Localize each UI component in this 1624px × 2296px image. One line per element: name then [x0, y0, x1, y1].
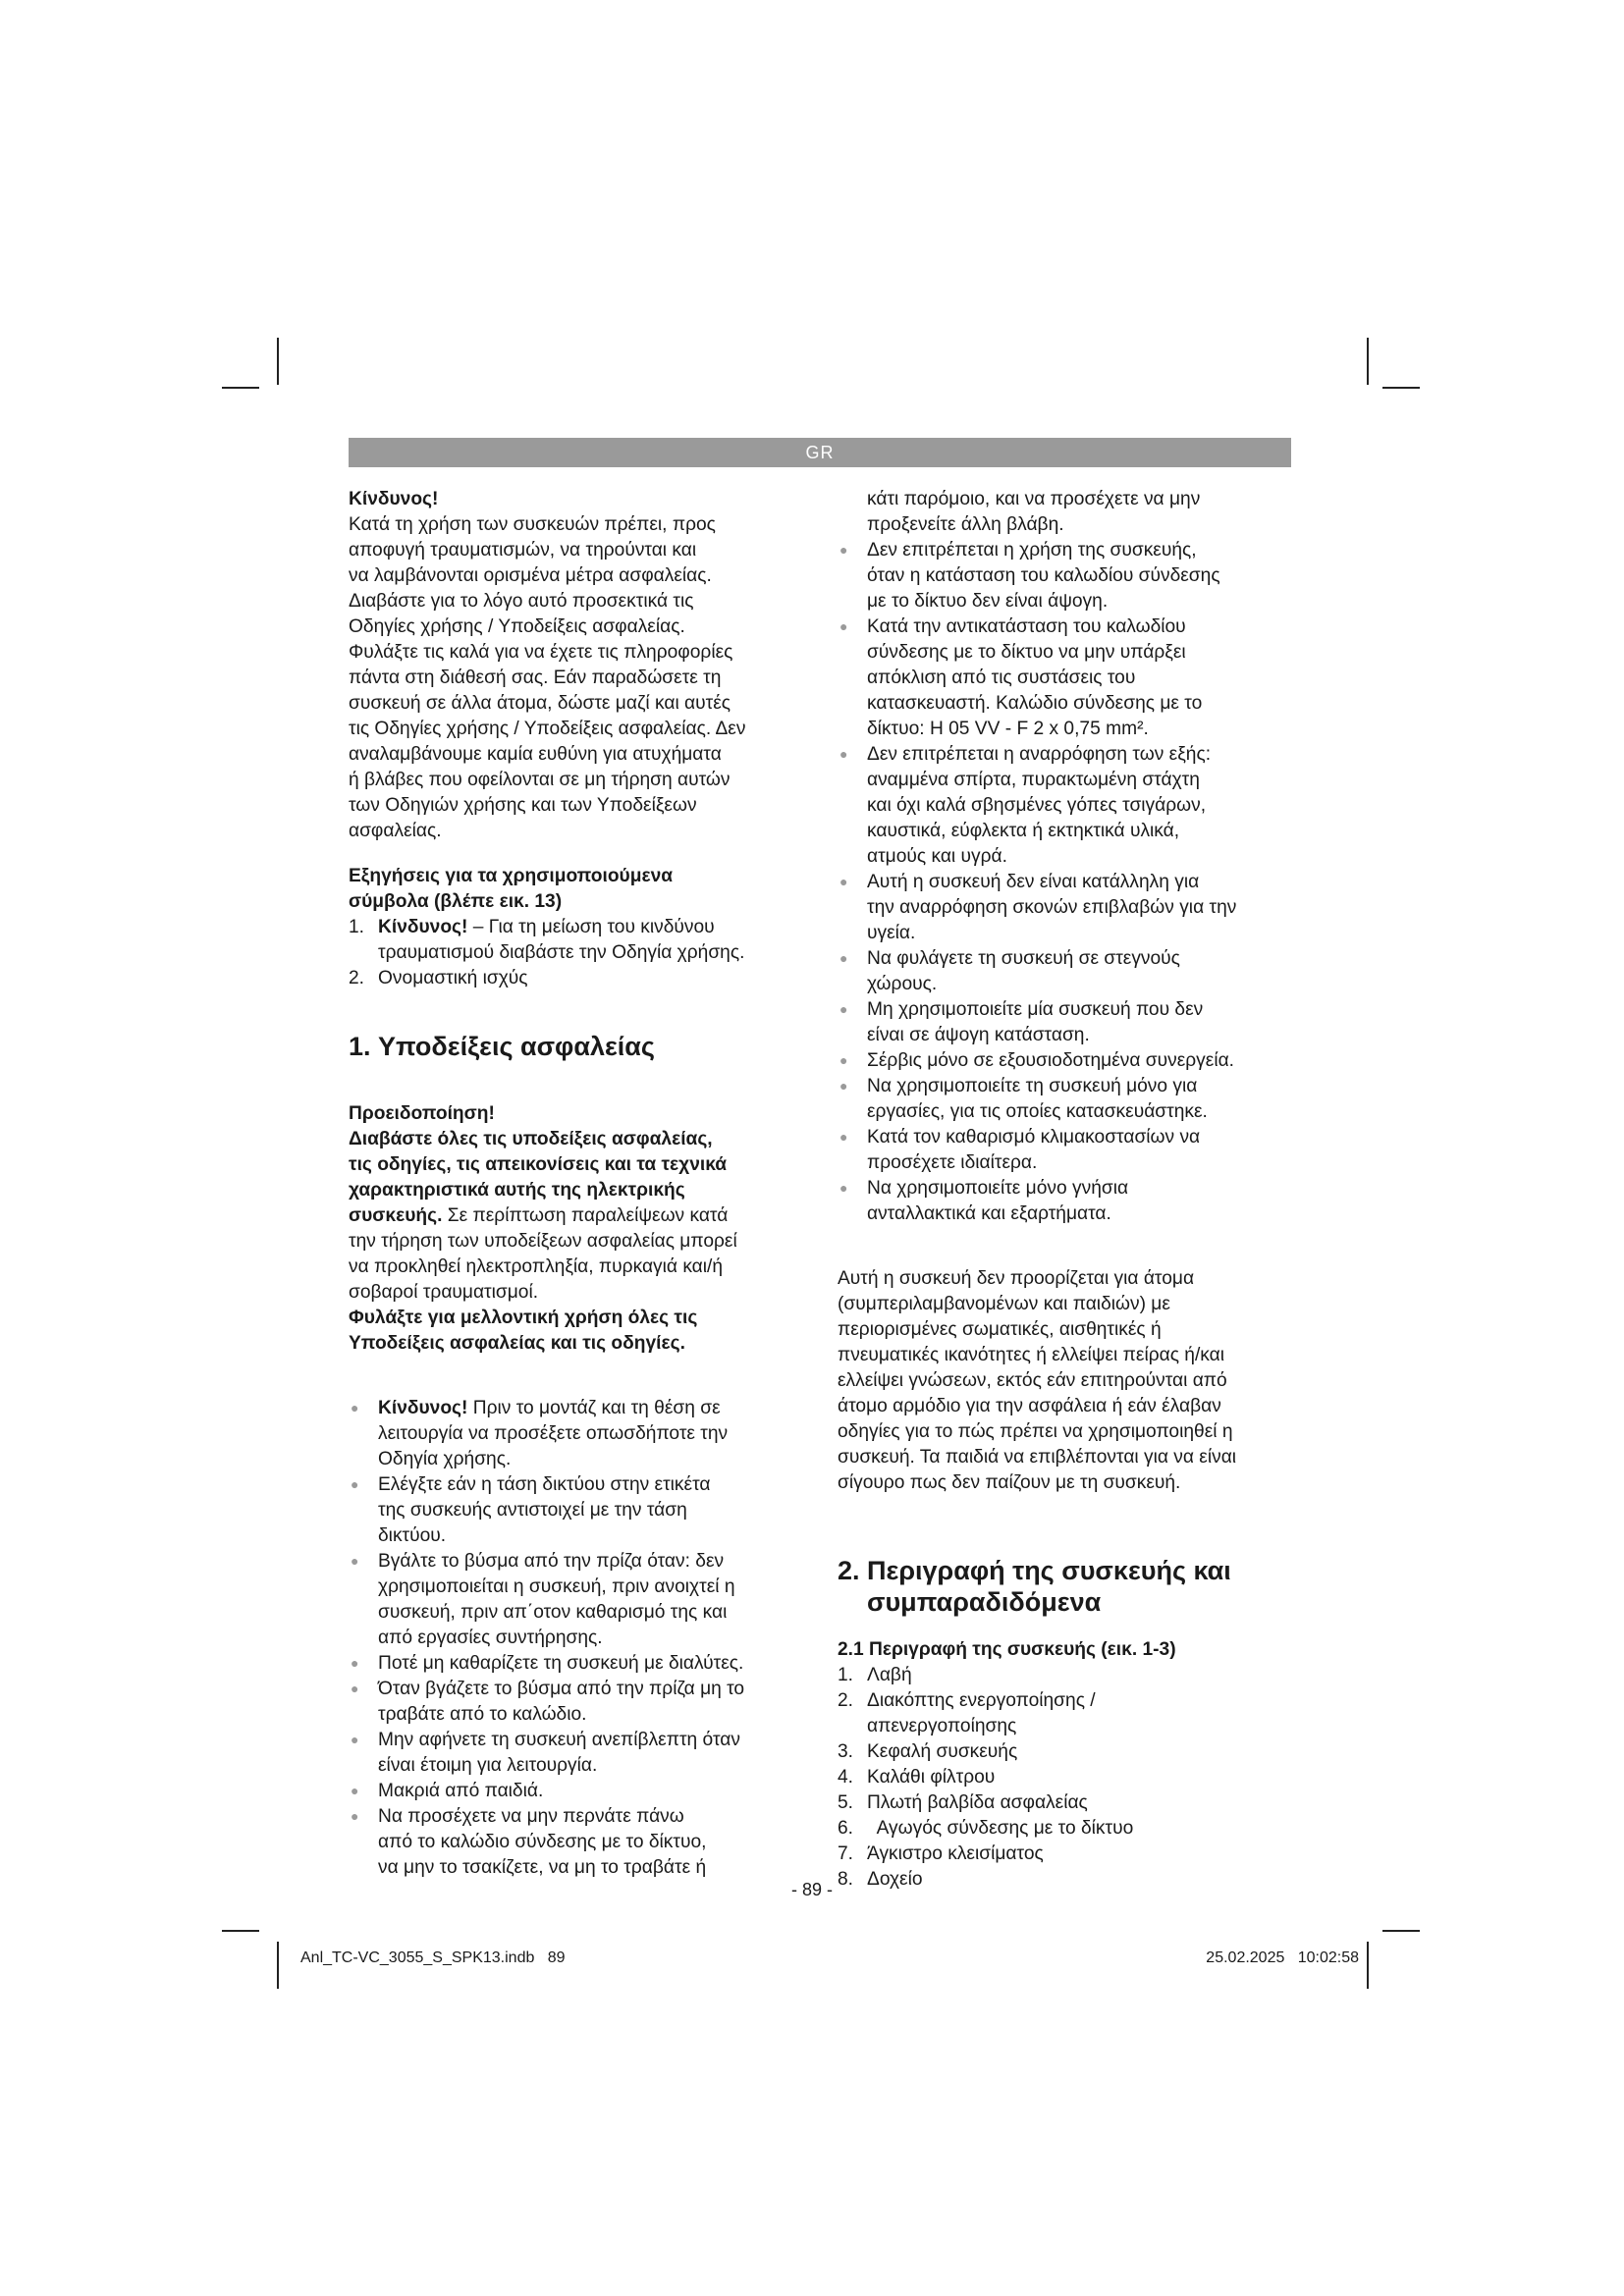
section-number: 1.	[349, 1032, 371, 1061]
bullet-text: Μην αφήνετε τη συσκευή ανεπίβλεπτη όταν	[378, 1730, 740, 1750]
text-line: περιορισμένες σωματικές, αισθητικές ή	[838, 1319, 1162, 1340]
list-number: 1.	[349, 917, 365, 937]
bullet-text: Μη χρησιμοποιείτε μία συσκευή που δεν	[867, 999, 1204, 1020]
bullet-text: Να χρησιμοποιείτε τη συσκευή μόνο για	[867, 1076, 1198, 1096]
bullet-item	[349, 1651, 822, 1677]
bullet-text: Αυτή η συσκευή δεν είναι κατάλληλη για	[867, 872, 1200, 892]
safety-bullets-right	[838, 487, 1311, 1227]
text-line: ή βλάβες που οφείλονται σε μη τήρηση αυτών	[349, 770, 731, 790]
subsection-2-1-title: 2.1 Περιγραφή της συσκευής (εικ. 1-3)	[838, 1639, 1176, 1660]
text-line: συσκευή σε άλλα άτομα, δώστε μαζί και αυτές	[349, 693, 731, 714]
crop-mark	[277, 338, 279, 385]
list-item	[838, 1790, 1311, 1816]
list-item	[349, 966, 822, 991]
danger-paragraph	[349, 512, 822, 844]
bullet-item	[349, 1677, 822, 1728]
symbols-title: σύμβολα (βλέπε εικ. 13)	[349, 891, 563, 912]
bullet-item-continued	[838, 487, 1311, 538]
keep-instructions-line: Φυλάξτε για μελλοντική χρήση όλες τις	[349, 1308, 698, 1328]
page-number: - 89 -	[790, 1880, 833, 1899]
list-text: Δοχείο	[867, 1869, 923, 1890]
bullet-text: ανταλλακτικά και εξαρτήματα.	[867, 1203, 1111, 1224]
bullet-text: τραβάτε από το καλώδιο.	[378, 1704, 587, 1725]
bullet-item	[349, 1549, 822, 1651]
bullet-text: Δεν επιτρέπεται η χρήση της συσκευής,	[867, 540, 1197, 561]
bullet-item	[838, 870, 1311, 946]
bullet-text: προξενείτε άλλη βλάβη.	[867, 514, 1064, 535]
list-text: Ονομαστική ισχύς	[378, 968, 528, 988]
bullet-text: αναμμένα σπίρτα, πυρακτωμένη στάχτη	[867, 770, 1200, 790]
text-line: Διαβάστε για το λόγο αυτό προσεκτικά τις	[349, 591, 694, 612]
bullet-item	[838, 1125, 1311, 1176]
bullet-text: προσέχετε ιδιαίτερα.	[867, 1152, 1038, 1173]
language-header-bar: GR	[349, 438, 1291, 467]
footer-timestamp: 25.02.2025 10:02:58	[1206, 1949, 1359, 1966]
text-line: Κατά τη χρήση των συσκευών πρέπει, προς	[349, 514, 716, 535]
warning-bold-line: τις οδηγίες, τις απεικονίσεις και τα τεχνικά	[349, 1154, 728, 1175]
list-item	[838, 1739, 1311, 1765]
list-text: – Για τη μείωση του κινδύνου	[467, 917, 715, 937]
text-line: Φυλάξτε τις καλά για να έχετε τις πληροφορίες	[349, 642, 733, 663]
bullet-text: Οδηγία χρήσης.	[378, 1449, 512, 1469]
section-2-heading	[838, 1555, 1311, 1618]
text-line: άτομο αρμόδιο για την ασφάλεια ή εάν έλαβαν	[838, 1396, 1221, 1416]
list-item	[838, 1842, 1311, 1867]
section-title: συμπαραδιδόμενα	[867, 1587, 1102, 1617]
text-line: (συμπεριλαμβανομένων και παιδιών) με	[838, 1294, 1170, 1314]
list-item	[349, 915, 822, 966]
warning-bold-line: χαρακτηριστικά αυτής της ηλεκτρικής	[349, 1180, 685, 1201]
text-line: σίγουρο πως δεν παίζουν με τη συσκευή.	[838, 1472, 1181, 1493]
list-number: 1.	[838, 1665, 854, 1685]
crop-mark	[222, 1930, 259, 1932]
list-number: 3.	[838, 1741, 854, 1762]
bullet-text: από το καλώδιο σύνδεσης με το δίκτυο,	[378, 1832, 707, 1852]
crop-mark	[222, 387, 259, 389]
section-title: Υποδείξεις ασφαλείας	[378, 1032, 655, 1061]
bullet-text: σύνδεσης με το δίκτυο να μην υπάρξει	[867, 642, 1186, 663]
text-line: να λαμβάνονται ορισμένα μέτρα ασφαλείας.	[349, 565, 712, 586]
bullet-text: με το δίκτυο δεν είναι άψογη.	[867, 591, 1109, 612]
keep-instructions-line: Υποδείξεις ασφαλείας και τις οδηγίες.	[349, 1333, 685, 1354]
text-line: Οδηγίες χρήσης / Υποδείξεις ασφαλείας.	[349, 616, 685, 637]
bullet-text: υγεία.	[867, 923, 916, 943]
bullet-item	[838, 946, 1311, 997]
bullet-text: Όταν βγάζετε το βύσμα από την πρίζα μη το	[378, 1679, 745, 1699]
bullet-text: απόκλιση από τις συστάσεις του	[867, 667, 1136, 688]
bullet-item	[349, 1779, 822, 1804]
bullet-text: την αναρρόφηση σκονών επιβλαβών για την	[867, 897, 1237, 918]
text-line: οδηγίες για το πώς πρέπει να χρησιμοποιηθεί η	[838, 1421, 1233, 1442]
bullet-text: Μακριά από παιδιά.	[378, 1781, 544, 1801]
section-1-heading	[349, 1031, 822, 1062]
bullet-text: Κατά την αντικατάσταση του καλωδίου	[867, 616, 1186, 637]
list-text: Καλάθι φίλτρου	[867, 1767, 996, 1788]
text-line: αποφυγή τραυματισμών, να τηρούνται και	[349, 540, 697, 561]
bullet-item	[349, 1472, 822, 1549]
list-number: 4.	[838, 1767, 854, 1788]
bullet-text: Πριν το μοντάζ και τη θέση σε	[467, 1398, 721, 1418]
bullet-item	[838, 1176, 1311, 1227]
bullet-text: Ποτέ μη καθαρίζετε τη συσκευή με διαλύτες.	[378, 1653, 744, 1674]
list-item	[838, 1663, 1311, 1688]
bullet-item	[838, 997, 1311, 1048]
persons-paragraph	[838, 1266, 1311, 1496]
safety-bullets-left	[349, 1396, 822, 1881]
list-text: Κεφαλή συσκευής	[867, 1741, 1018, 1762]
warning-text-line: σοβαροί τραυματισμοί.	[349, 1282, 539, 1303]
bullet-text: κάτι παρόμοιο, και να προσέχετε να μην	[867, 489, 1201, 509]
crop-mark	[1382, 387, 1420, 389]
warning-mixed-line	[349, 1203, 822, 1229]
list-number: 5.	[838, 1792, 854, 1813]
right-column	[838, 487, 1311, 1893]
text-line: συσκευή. Τα παιδιά να επιβλέπονται για να είναι	[838, 1447, 1237, 1468]
text-line: των Οδηγιών χρήσης και των Υποδείξεων	[349, 795, 697, 816]
list-item	[838, 1688, 1311, 1739]
list-text: Αγωγός σύνδεσης με το δίκτυο	[867, 1818, 1134, 1839]
bullet-text: Βγάλτε το βύσμα από την πρίζα όταν: δεν	[378, 1551, 725, 1572]
bullet-text: χρησιμοποιείται η συσκευή, πριν ανοιχτεί η	[378, 1576, 735, 1597]
danger-label: Κίνδυνος!	[378, 917, 468, 937]
bullet-text: δίκτυο: H 05 VV - F 2 x 0,75 mm².	[867, 719, 1149, 739]
bullet-text: Να φυλάγετε τη συσκευή σε στεγνούς	[867, 948, 1180, 969]
list-number: 8.	[838, 1869, 854, 1890]
bullet-text: να μην το τσακίζετε, να μη το τραβάτε ή	[378, 1857, 707, 1878]
bullet-item	[838, 614, 1311, 742]
list-text: Λαβή	[867, 1665, 912, 1685]
text-line: πάντα στη διάθεσή σας. Εάν παραδώσετε τη	[349, 667, 722, 688]
bullet-text: εργασίες, για τις οποίες κατασκευάστηκε.	[867, 1101, 1208, 1122]
crop-mark	[1367, 338, 1369, 385]
bullet-item	[349, 1804, 822, 1881]
warning-bold-word: συσκευής.	[349, 1205, 443, 1226]
bullet-text: ατμούς και υγρά.	[867, 846, 1007, 867]
bullet-item	[349, 1396, 822, 1472]
warning-text-line: την τήρηση των υποδείξεων ασφαλείας μπορεί	[349, 1231, 737, 1252]
list-text: Άγκιστρο κλεισίματος	[867, 1843, 1044, 1864]
bullet-text: της συσκευής αντιστοιχεί με την τάση	[378, 1500, 687, 1521]
symbols-title: Εξηγήσεις για τα χρησιμοποιούμενα	[349, 866, 674, 886]
list-number: 2.	[838, 1690, 854, 1711]
bullet-text: Δεν επιτρέπεται η αναρρόφηση των εξής:	[867, 744, 1212, 765]
danger-title: Κίνδυνος!	[349, 489, 439, 509]
crop-mark	[1382, 1930, 1420, 1932]
bullet-text: από εργασίες συντήρησης.	[378, 1628, 603, 1648]
bullet-item	[349, 1728, 822, 1779]
section-title: Περιγραφή της συσκευής και	[867, 1556, 1231, 1585]
left-column	[349, 487, 822, 1881]
list-text: Πλωτή βαλβίδα ασφαλείας	[867, 1792, 1088, 1813]
bullet-text: Σέρβις μόνο σε εξουσιοδοτημένα συνεργεία.	[867, 1050, 1235, 1071]
text-line: ελλείψει γνώσεων, εκτός εάν επιτηρούνται από	[838, 1370, 1227, 1391]
list-text: τραυματισμού διαβάστε την Οδηγία χρήσης.	[378, 942, 745, 963]
text-line: ασφαλείας.	[349, 821, 442, 841]
crop-mark	[1367, 1942, 1369, 1989]
bullet-text: είναι έτοιμη για λειτουργία.	[378, 1755, 598, 1776]
bullet-text: Ελέγξτε εάν η τάση δικτύου στην ετικέτα	[378, 1474, 711, 1495]
bullet-text: και όχι καλά σβησμένες γόπες τσιγάρων,	[867, 795, 1207, 816]
text-line: πνευματικές ικανότητες ή ελλείψει πείρας ή/και	[838, 1345, 1225, 1365]
list-text: απενεργοποίησης	[867, 1716, 1017, 1736]
bullet-item	[838, 1074, 1311, 1125]
bullet-text: κατασκευαστή. Καλώδιο σύνδεσης με το	[867, 693, 1203, 714]
warning-bold-line: Διαβάστε όλες τις υποδείξεις ασφαλείας,	[349, 1129, 713, 1149]
list-number: 7.	[838, 1843, 854, 1864]
bullet-item	[838, 538, 1311, 614]
list-number: 2.	[349, 968, 365, 988]
bullet-text: Να χρησιμοποιείτε μόνο γνήσια	[867, 1178, 1129, 1199]
footer-file-name: Anl_TC-VC_3055_S_SPK13.indb 89	[300, 1949, 566, 1966]
warning-text-line: να προκληθεί ηλεκτροπληξία, πυρκαγιά και/ή	[349, 1256, 724, 1277]
bullet-text: δικτύου.	[378, 1525, 447, 1546]
crop-mark	[277, 1942, 279, 1989]
bullet-text: Κατά τον καθαρισμό κλιμακοστασίων να	[867, 1127, 1201, 1148]
list-item	[838, 1816, 1311, 1842]
section-number: 2.	[838, 1556, 860, 1585]
bullet-text: Να προσέχετε να μην περνάτε πάνω	[378, 1806, 684, 1827]
list-item	[838, 1765, 1311, 1790]
list-text: Διακόπτης ενεργοποίησης /	[867, 1690, 1096, 1711]
bullet-text: λειτουργία να προσέξετε οπωσδήποτε την	[378, 1423, 729, 1444]
bullet-text: χώρους.	[867, 974, 938, 994]
text-line: αναλαμβάνουμε καμία ευθύνη για ατυχήματα	[349, 744, 722, 765]
bullet-text: είναι σε άψογη κατάσταση.	[867, 1025, 1090, 1045]
text-line: τις Οδηγίες χρήσης / Υποδείξεις ασφαλείας. Δεν	[349, 719, 746, 739]
bullet-item	[838, 742, 1311, 870]
danger-label: Κίνδυνος!	[378, 1398, 468, 1418]
parts-list	[838, 1663, 1311, 1893]
symbols-list	[349, 915, 822, 991]
warning-title: Προειδοποίηση!	[349, 1103, 495, 1124]
text-line: Αυτή η συσκευή δεν προορίζεται για άτομα	[838, 1268, 1195, 1289]
bullet-item	[838, 1048, 1311, 1074]
warning-text: Σε περίπτωση παραλείψεων κατά	[442, 1205, 729, 1226]
bullet-text: συσκευή, πριν απ΄οτον καθαρισμό της και	[378, 1602, 728, 1623]
bullet-text: καυστικά, εύφλεκτα ή εκτηκτικά υλικά,	[867, 821, 1180, 841]
list-number: 6.	[838, 1818, 854, 1839]
bullet-text: όταν η κατάσταση του καλωδίου σύνδεσης	[867, 565, 1220, 586]
